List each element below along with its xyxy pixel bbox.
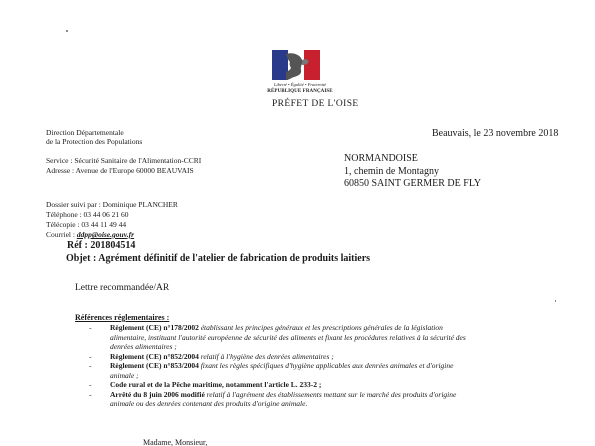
reference-head: Règlement (CE) n°853/2004 [110,361,199,370]
reference-head: Règlement (CE) n°852/2004 [110,351,199,361]
reference-dash: - [89,351,92,361]
sender-address: Adresse : Avenue de l'Europe 60000 BEAUVAIS [46,166,194,175]
sender-email-label: Courriel : [46,230,77,239]
scan-speck [66,30,68,32]
sender-email-link[interactable]: ddpp@oise.gouv.fr [76,230,135,239]
reference-item [89,323,589,352]
reference-dash: - [89,389,92,399]
reference-text: animale ou des denrées contenant des produits d'origine animale. [110,399,308,408]
reference-text: fixant les règles spécifiques d'hygiène applicables aux denrées animales et d'origine [198,361,454,370]
letter-object: Objet : Agrément définitif de l'atelier de fabrication de produits laitiers [66,253,371,264]
recipient-street: 1, chemin de Montagny [344,165,439,177]
reference-text: animale ; [110,370,139,380]
reference-text: relatif à l'hygiène des denrées alimentaires ; [198,351,334,361]
registered-letter-note: Lettre recommandée/AR [75,283,170,293]
reference-dash: - [89,380,92,389]
sender-direction-line2: de la Protection des Populations [46,137,143,146]
salutation: Madame, Monsieur, [143,438,208,446]
sender-phone: Téléphone : 03 44 06 21 60 [46,210,129,219]
reference-text: relatif à l'agrément des établissements mettant sur le marché des produits d'origine [204,389,457,399]
reference-item [89,380,589,390]
scan-speck [555,300,556,302]
reference-head: Arrêté du 8 juin 2006 modifié [110,389,205,399]
reference-number: Réf : 201804514 [67,240,136,251]
reference-head: Règlement (CE) n°178/2002 [110,323,199,332]
reference-text: établissant les principes généraux et les prescriptions générales de la législation [198,323,443,332]
sender-direction-line1: Direction Départementale [46,128,124,137]
sender-fax: Télécopie : 03 44 11 49 44 [46,220,127,229]
reference-head: Code rural et de la Pêche maritime, notamment l'article L. 233-2 ; [110,380,322,389]
prefect-title: PRÉFET DE L'OISE [272,99,359,109]
reference-item [89,352,589,362]
references-list [89,323,589,409]
recipient-address [344,153,481,191]
references-title: Références réglementaires : [75,313,170,322]
reference-item [89,361,589,380]
reference-item [89,390,589,409]
sender-service: Service : Sécurité Sanitaire de l'Alimentation-CCRI [46,156,202,165]
reference-text: alimentaire, instituant l'autorité européenne de sécurité des aliments et fixant les procédures relatives à la sécurité des [110,332,466,342]
marianne-logo-icon [272,50,320,80]
recipient-city: 60850 SAINT GERMER DE FLY [344,178,482,189]
letter-date: Beauvais, le 23 novembre 2018 [432,128,559,139]
logo-republic-text: RÉPUBLIQUE FRANÇAISE [267,89,333,94]
recipient-name: NORMANDOISE [344,153,418,164]
reference-text: denrées alimentaires ; [110,342,177,351]
logo-motto: Liberté • Égalité • Fraternité [273,82,327,87]
sender-email-line [46,230,134,240]
sender-dossier: Dossier suivi par : Dominique PLANCHER [46,200,178,209]
reference-dash: - [89,361,92,370]
reference-dash: - [89,323,92,332]
